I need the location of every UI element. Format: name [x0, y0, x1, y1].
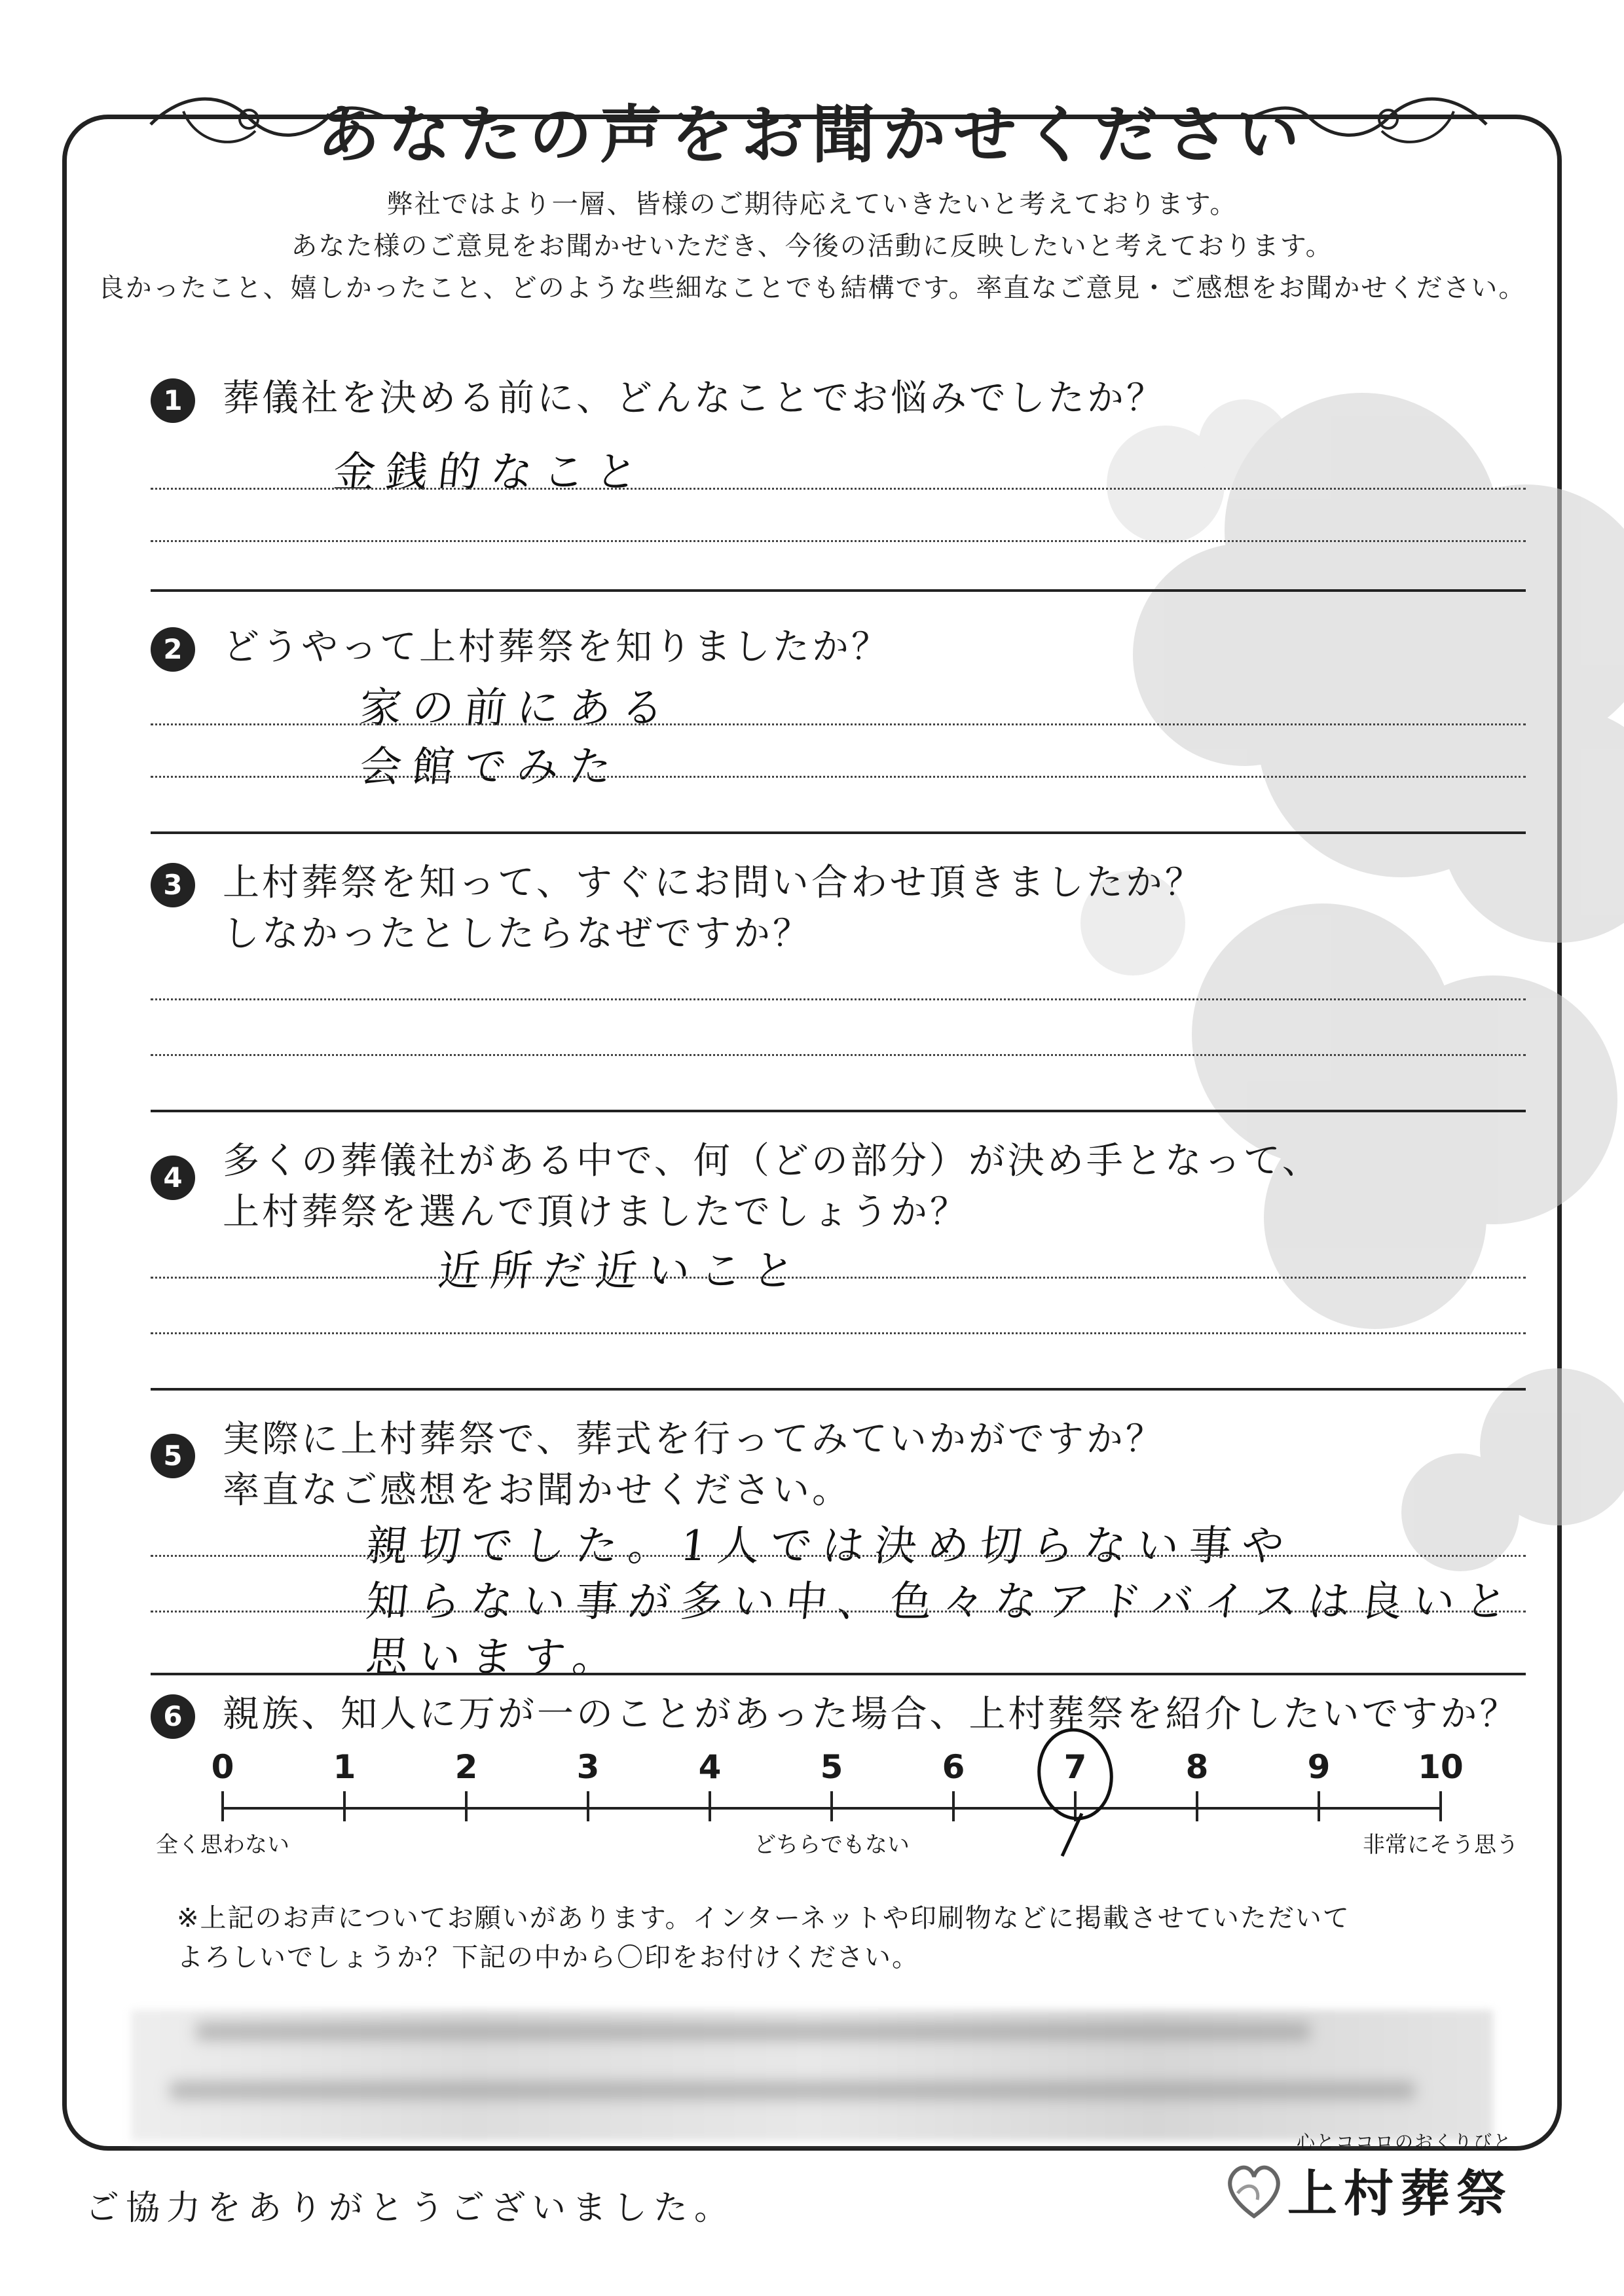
question-number: 2 — [151, 627, 195, 672]
scale-tick-label: 10 — [1418, 1748, 1464, 1786]
publication-notice: ※上記のお声についてお願いがあります。インターネットや印刷物などに掲載させていただいて よろしいでしょうか？下記の中から〇印をお付けください。 — [177, 1903, 1350, 1973]
scale-tick — [343, 1791, 346, 1821]
question-text: どうやって上村葬祭を知りましたか？ — [223, 626, 891, 668]
scale-tick — [952, 1791, 955, 1821]
question-number: 3 — [151, 863, 195, 907]
answer-line — [151, 1611, 1526, 1613]
intro-text — [0, 183, 1624, 309]
question-text: 葬儀社を決める前に、どんなことでお悩みでしたか？ — [223, 377, 1166, 420]
scale-tick-label: 6 — [942, 1748, 965, 1786]
question-text: 多くの葬儀社がある中で、何（どの部分）が決め手となって、 上村葬祭を選んで頂けましたでしょうか？ — [223, 1140, 1321, 1233]
answer-line — [151, 540, 1526, 542]
section-divider — [151, 1388, 1526, 1391]
scale-tick-label: 5 — [820, 1748, 843, 1786]
logo-tagline: 心とココロのおくりびと — [1296, 2131, 1513, 2153]
scale-tick-label: 0 — [211, 1748, 234, 1786]
scale-tick — [1439, 1791, 1442, 1821]
scale-tick-label: 8 — [1185, 1748, 1209, 1786]
answer-handwriting: 金銭的なこと — [331, 448, 651, 497]
logo-name: 上村葬祭 — [1287, 2164, 1513, 2223]
question-4 — [151, 1136, 1526, 1398]
answer-line — [151, 776, 1526, 778]
question-2 — [151, 622, 1526, 838]
answer-line — [151, 723, 1526, 725]
question-1 — [151, 373, 1526, 589]
scale-tick — [709, 1791, 711, 1821]
section-divider — [151, 1673, 1526, 1675]
scale-note-left: 全く思わない — [156, 1832, 289, 1858]
scale-tick-label: 7 — [1063, 1748, 1087, 1786]
answer-handwriting: 近所だ近いこと — [435, 1247, 808, 1296]
scale-tick-label: 2 — [454, 1748, 478, 1786]
scale-tick-label: 3 — [576, 1748, 600, 1786]
section-divider — [151, 1110, 1526, 1112]
question-text: 実際に上村葬祭で、葬式を行ってみていかがですか？ 率直なご感想をお聞かせください。 — [223, 1418, 1165, 1512]
rating-scale — [156, 1748, 1519, 1872]
section-divider — [151, 831, 1526, 834]
section-divider — [151, 589, 1526, 592]
page-title: あなたの声をお聞かせください — [317, 98, 1307, 172]
question-text: 上村葬祭を知って、すぐにお問い合わせ頂きましたか？ しなかったとしたらなぜですか？ — [223, 862, 1204, 955]
answer-line — [151, 488, 1526, 490]
scale-note-right: 非常にそう思う — [1363, 1832, 1519, 1858]
company-logo — [1218, 2128, 1513, 2259]
scale-tick-label: 4 — [698, 1748, 722, 1786]
answer-handwriting: 会館でみた — [357, 743, 625, 792]
scale-tick — [1196, 1791, 1198, 1821]
question-number: 4 — [151, 1156, 195, 1200]
answer-line — [151, 998, 1526, 1000]
scale-tick-label: 1 — [333, 1748, 356, 1786]
scale-tick — [587, 1791, 589, 1821]
answer-handwriting: 親切でした。1人では決め切らない事や — [363, 1522, 1297, 1571]
answer-handwriting: 家の前にある — [357, 684, 677, 733]
scale-tick — [465, 1791, 468, 1821]
thanks-text: ご協力をありがとうございました。 — [85, 2189, 735, 2228]
intro-line: あなた様のご意見をお聞かせいただき、今後の活動に反映したいと考えております。 — [291, 231, 1333, 261]
answer-line — [151, 1277, 1526, 1279]
intro-line: 良かったこと、嬉しかったこと、どのような些細なことでも結構です。率直なご意見・ご感想をお聞かせください。 — [98, 273, 1526, 303]
question-number: 5 — [151, 1434, 195, 1478]
intro-line: 弊社ではより一層、皆様のご期待応えていきたいと考えております。 — [386, 189, 1238, 219]
question-6 — [151, 1689, 1526, 1755]
heart-logo-icon — [1218, 2147, 1290, 2226]
answer-line — [151, 1332, 1526, 1334]
selected-circle-icon — [1029, 1728, 1121, 1859]
scale-tick — [830, 1791, 833, 1821]
question-number: 1 — [151, 378, 195, 423]
scale-tick — [221, 1791, 224, 1821]
scale-tick-label: 9 — [1307, 1748, 1331, 1786]
answer-line — [151, 1555, 1526, 1557]
answer-handwriting: 知らない事が多い中、色々なアドバイスは良いと — [363, 1578, 1521, 1626]
answer-handwriting: 思います。 — [363, 1633, 628, 1682]
answer-line — [151, 1054, 1526, 1056]
question-text: 親族、知人に万が一のことがあった場合、上村葬祭を紹介したいですか？ — [223, 1693, 1519, 1736]
scale-tick — [1318, 1791, 1320, 1821]
scale-note-mid: どちらでもない — [754, 1832, 910, 1858]
question-5 — [151, 1414, 1526, 1683]
redacted-area — [131, 2010, 1493, 2141]
question-3 — [151, 858, 1526, 1120]
question-number: 6 — [151, 1694, 195, 1739]
